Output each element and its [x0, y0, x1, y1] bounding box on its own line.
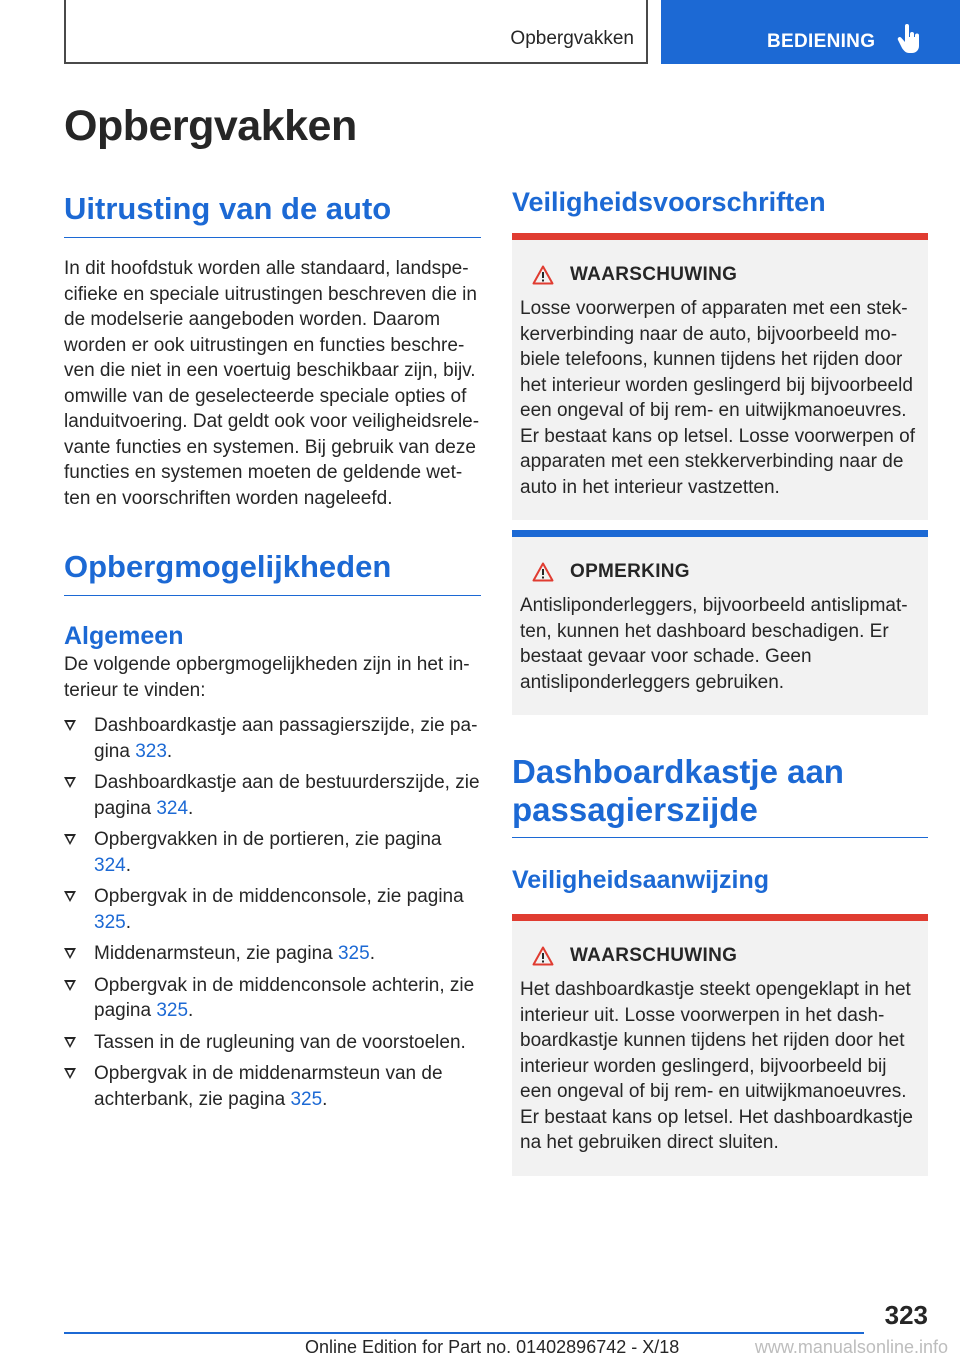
footer-edition: Online Edition for Part no. 01402896742 - X/18	[305, 1337, 680, 1357]
list-bullet-triangle-icon	[64, 720, 76, 731]
left-column	[64, 95, 481, 1118]
page-link[interactable]: 325	[94, 911, 126, 933]
glovebox-warning-text: Het dashboardkastje steekt opengeklapt in het interieur uit. Losse voorwerpen in het dashboardkastje kunnen tijdens het rijden door het interieur worden geslingerd, bijvoorbeeld bij een ongeval of bij rem- en uitwijkmanoeuvres. Er bestaat kans op letsel. Het dashboardkastje na het gebruiken direct sluiten.	[520, 979, 913, 1153]
list-bullet-triangle-icon	[64, 980, 76, 991]
list-bullet-triangle-icon	[64, 948, 76, 959]
note-box	[512, 530, 928, 715]
list-item-text: Dashboardkastje aan passagierszijde, zie pagina	[94, 715, 478, 762]
list-item-text: Opbergvak in de middenconsole achterin, zie pagina	[94, 974, 475, 1021]
warning-triangle-icon	[532, 265, 554, 285]
safety-instruction-subheading: Veiligheidsaanwijzing	[512, 866, 770, 894]
pointing-hand-icon	[897, 24, 921, 54]
page-link[interactable]: 324	[94, 854, 126, 876]
page-link[interactable]: 323	[135, 740, 167, 762]
list-item	[64, 1061, 481, 1112]
footer-divider	[64, 1332, 864, 1334]
list-bullet-triangle-icon	[64, 1068, 76, 1079]
glovebox-warning-label: WAARSCHUWING	[570, 945, 738, 966]
warning-box	[512, 233, 928, 520]
list-bullet-triangle-icon	[64, 891, 76, 902]
page-link[interactable]: 325	[156, 1000, 189, 1021]
list-item	[64, 713, 481, 764]
list-item-end: .	[369, 943, 375, 964]
list-bullet-triangle-icon	[64, 834, 76, 845]
right-column	[512, 185, 928, 1176]
list-item	[64, 884, 481, 935]
page-link[interactable]: 325	[290, 1088, 323, 1110]
list-item-text: Middenarmsteun, zie pagina	[94, 943, 338, 964]
page-title: Opbergvakken	[64, 102, 357, 150]
page-link[interactable]: 325	[337, 943, 370, 964]
glovebox-warning-box	[512, 914, 928, 1176]
list-item-text: Opbergvakken in de portieren, zie pagina	[94, 829, 442, 850]
warning-triangle-icon	[532, 946, 554, 966]
list-item-end: .	[125, 911, 131, 933]
list-item-end: .	[322, 1088, 328, 1110]
list-bullet-triangle-icon	[64, 1037, 76, 1048]
storage-intro: De volgende opbergmogelijkheden zijn in het interieur te vinden:	[64, 654, 470, 701]
warning-text: Losse voorwerpen of apparaten met een stekkerverbinding naar de auto, bijvoorbeeld mobiele telefoons, kunnen tijdens het rijden door het interieur worden geslingerd bij bijvoorbeeld een ongeval of bij rem- en uitwijkmanoeuvres. Er bestaat kans op letsel. Losse voorwerpen of apparaten met een stekkerverbinding naar de auto in het interieur vastzetten.	[520, 298, 916, 498]
list-item	[64, 827, 481, 878]
warning-label: WAARSCHUWING	[570, 264, 738, 285]
storage-heading: Opbergmogelijkheden	[64, 547, 481, 596]
list-item-text: Tassen in de rugleuning van de voorstoelen.	[94, 1031, 466, 1053]
list-item-end: .	[166, 740, 173, 762]
list-item-text: Dashboardkastje aan de bestuurderszijde, zie pagina	[94, 772, 480, 819]
glovebox-heading: Dashboardkastje aan passagierszijde	[512, 753, 928, 838]
header-chapter-label: BEDIENING	[767, 31, 876, 52]
safety-heading: Veiligheidsvoorschriften	[512, 187, 826, 217]
list-item	[64, 1030, 481, 1056]
page-number: 323	[884, 1300, 928, 1330]
header-section-title: Opbergvakken	[510, 28, 634, 49]
list-item	[64, 973, 481, 1024]
equipment-heading: Uitrusting van de auto	[64, 189, 481, 238]
header-section-box	[64, 0, 648, 64]
note-label: OPMERKING	[570, 561, 690, 582]
list-item-text: Opbergvak in de middenconsole, zie pagina	[94, 886, 464, 907]
storage-list	[64, 713, 481, 1112]
list-item-end: .	[125, 854, 131, 876]
note-triangle-icon	[532, 562, 554, 582]
list-item	[64, 941, 481, 967]
list-item-text: Opbergvak in de middenarmsteun van de achterbank, zie pagina	[94, 1063, 443, 1110]
list-item-end: .	[188, 1000, 194, 1021]
list-bullet-triangle-icon	[64, 777, 76, 788]
header-chapter-tab[interactable]	[661, 0, 960, 64]
equipment-text: In dit hoofdstuk worden alle standaard, landspecifieke en speciale uitrustingen beschreven die in de modelserie aangeboden worden. Daarom worden er ook uitrustingen en functies beschreven die niet in een voertuig beschikbaar zijn, bijv. omwille van de geselecteerde speciale opties of landuitvoering. Dat geldt ook voor veiligheidsrelevante functies en systemen. Bij gebruik van deze functies en systemen moeten de geldende wetten en voorschriften worden nageleefd.	[64, 258, 480, 509]
general-subheading: Algemeen	[64, 622, 184, 650]
note-text: Antisliponderleggers, bijvoorbeeld antislipmatten, kunnen het dashboard beschadigen. Er bestaat gevaar voor schade. Geen antisliponderleggers gebruiken.	[520, 595, 908, 693]
list-item	[64, 770, 481, 821]
watermark: www.manualsonline.info	[754, 1337, 948, 1357]
page-link[interactable]: 324	[156, 797, 189, 819]
list-item-end: .	[188, 797, 194, 819]
